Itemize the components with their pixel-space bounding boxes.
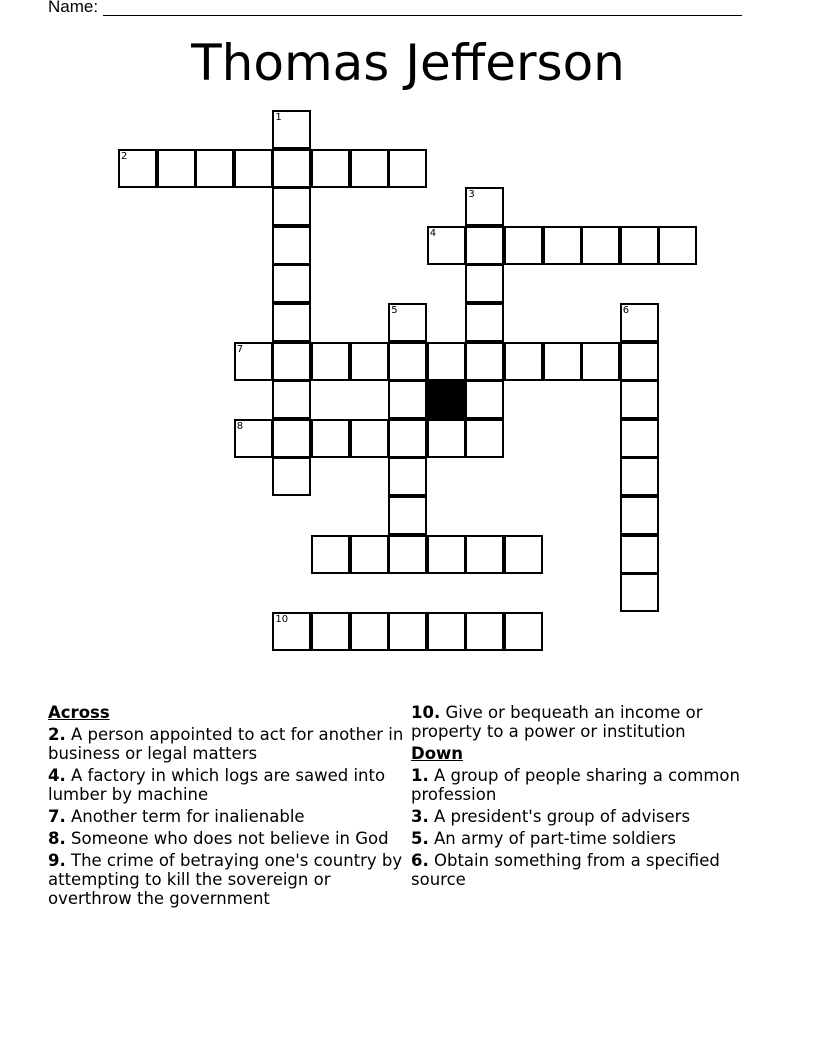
grid-cell[interactable] — [543, 342, 582, 381]
grid-cell[interactable] — [504, 535, 543, 574]
grid-cell[interactable] — [620, 342, 659, 381]
grid-cell[interactable] — [465, 264, 504, 303]
grid-cell[interactable] — [465, 303, 504, 342]
clue-number-label: 5 — [391, 305, 398, 316]
grid-cell[interactable] — [350, 535, 389, 574]
grid-cell[interactable] — [465, 187, 504, 226]
grid-cell[interactable] — [272, 380, 311, 419]
grid-cell[interactable] — [620, 457, 659, 496]
grid-cell[interactable] — [427, 342, 466, 381]
clue-across-8: 8. Someone who does not believe in God — [48, 829, 389, 848]
grid-cell[interactable] — [195, 149, 234, 188]
grid-cell[interactable] — [543, 226, 582, 265]
grid-cell[interactable] — [388, 496, 427, 535]
black-square — [427, 380, 466, 419]
clue-across-10: 10. Give or bequeath an income or property to a power or institution — [411, 703, 703, 741]
grid-cell[interactable] — [118, 149, 157, 188]
clue-down-1: 1. A group of people sharing a common profession — [411, 766, 740, 804]
grid-cell[interactable] — [504, 612, 543, 651]
grid-cell[interactable] — [427, 612, 466, 651]
grid-cell[interactable] — [350, 612, 389, 651]
grid-cell[interactable] — [427, 535, 466, 574]
grid-cell[interactable] — [272, 342, 311, 381]
clue-down-6: 6. Obtain something from a specified source — [411, 851, 720, 889]
down-heading: Down — [411, 744, 464, 763]
clue-number-label: 1 — [275, 112, 282, 123]
grid-cell[interactable] — [620, 419, 659, 458]
grid-cell[interactable] — [350, 419, 389, 458]
clue-across-2: 2. A person appointed to act for another in business or legal matters — [48, 725, 404, 763]
grid-cell[interactable] — [311, 149, 350, 188]
grid-cell[interactable] — [272, 457, 311, 496]
grid-cell[interactable] — [234, 419, 273, 458]
grid-cell[interactable] — [272, 303, 311, 342]
clue-across-9: 9. The crime of betraying one's country by attempting to kill the sovereign or overthrow the government — [48, 851, 403, 908]
clue-number-label: 10 — [275, 613, 289, 625]
grid-cell[interactable] — [234, 149, 273, 188]
clue-across-7: 7. Another term for inalienable — [48, 807, 305, 826]
grid-cell[interactable] — [272, 149, 311, 188]
clue-down-5: 5. An army of part-time soldiers — [411, 829, 677, 848]
grid-cell[interactable] — [388, 380, 427, 419]
grid-cell[interactable] — [157, 149, 196, 188]
clue-down-3: 3. A president's group of advisers — [411, 807, 691, 826]
clue-number-label: 7 — [236, 343, 244, 355]
grid-cell[interactable] — [311, 342, 350, 381]
grid-cell[interactable] — [272, 264, 311, 303]
grid-cell[interactable] — [388, 149, 427, 188]
grid-cell[interactable] — [388, 457, 427, 496]
grid-cell[interactable] — [427, 419, 466, 458]
grid-cell[interactable] — [234, 342, 273, 381]
grid-cell[interactable] — [620, 303, 659, 342]
grid-cell[interactable] — [272, 612, 311, 651]
grid-cell[interactable] — [465, 342, 504, 381]
grid-cell[interactable] — [658, 226, 697, 265]
clue-number-label: 6 — [622, 305, 630, 316]
grid-cell[interactable] — [388, 342, 427, 381]
grid-cell[interactable] — [311, 419, 350, 458]
across-heading: Across — [48, 703, 110, 722]
grid-cell[interactable] — [581, 342, 620, 381]
grid-cell[interactable] — [272, 110, 311, 149]
grid-cell[interactable] — [504, 342, 543, 381]
clue-number-label: 2 — [121, 150, 128, 162]
grid-cell[interactable] — [311, 535, 350, 574]
grid-cell[interactable] — [388, 303, 427, 342]
grid-cell[interactable] — [620, 496, 659, 535]
clue-across-4: 4. A factory in which logs are sawed into lumber by machine — [48, 766, 386, 804]
grid-cell[interactable] — [620, 535, 659, 574]
clue-number-label: 3 — [468, 189, 475, 201]
grid-cell[interactable] — [388, 612, 427, 651]
grid-cell[interactable] — [350, 342, 389, 381]
clues-right-column — [411, 703, 771, 892]
grid-cell[interactable] — [388, 535, 427, 574]
grid-cell[interactable] — [311, 612, 350, 651]
grid-cell[interactable] — [427, 226, 466, 265]
grid-cell[interactable] — [272, 419, 311, 458]
grid-cell[interactable] — [620, 226, 659, 265]
clue-number-label: 8 — [236, 420, 244, 432]
grid-cell[interactable] — [350, 149, 389, 188]
grid-cell[interactable] — [465, 226, 504, 265]
grid-cell[interactable] — [272, 226, 311, 265]
grid-cell[interactable] — [620, 380, 659, 419]
grid-cell[interactable] — [504, 226, 543, 265]
grid-cell[interactable] — [465, 612, 504, 651]
grid-cell[interactable] — [272, 187, 311, 226]
clue-number-label: 4 — [429, 227, 437, 239]
page-title: Thomas Jefferson — [191, 34, 625, 92]
grid-cell[interactable] — [465, 419, 504, 458]
grid-cell[interactable] — [388, 419, 427, 458]
grid-cell[interactable] — [465, 380, 504, 419]
grid-cell[interactable] — [465, 535, 504, 574]
grid-cell[interactable] — [581, 226, 620, 265]
name-label: Name: — [48, 0, 99, 16]
grid-cell[interactable] — [620, 573, 659, 612]
clues-left-column — [48, 703, 408, 911]
